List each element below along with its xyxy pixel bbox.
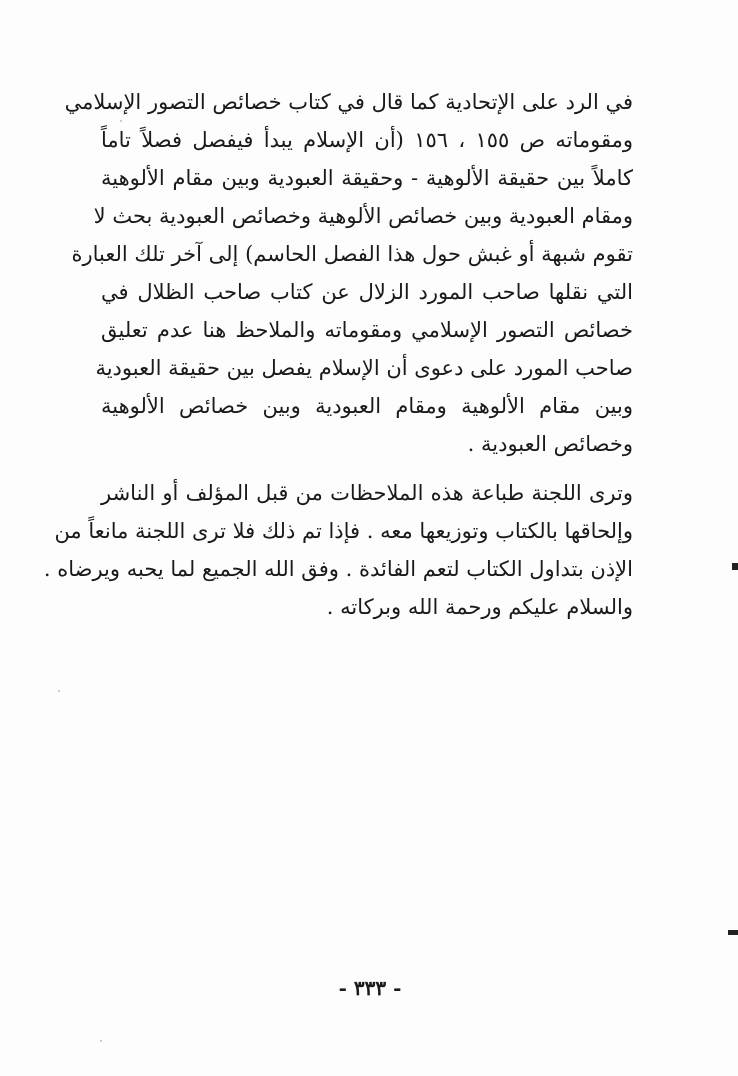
paragraph-line: وبين مقام الألوهية ومقام العبودية وبين خصائص الألوهية	[101, 394, 633, 418]
scan-speck	[100, 1040, 102, 1042]
scan-speck	[58, 690, 60, 692]
paragraph-line: وإلحاقها بالكتاب وتوزيعها معه . فإذا تم ذلك فلا ترى اللجنة مانعاً من	[54, 519, 633, 543]
paragraph-line: خصائص التصور الإسلامي ومقوماته والملاحظ هنا عدم تعليق	[101, 318, 633, 342]
paragraph-line: وترى اللجنة طباعة هذه الملاحظات من قبل المؤلف أو الناشر	[101, 481, 633, 505]
paragraph-line: في الرد على الإتحادية كما قال في كتاب خصائص التصور الإسلامي	[64, 90, 633, 114]
scan-edge-mark	[732, 563, 738, 570]
page-number: - ٣٣٣ -	[338, 976, 402, 1000]
scan-edge-mark	[728, 930, 738, 935]
paragraph-line: وخصائص العبودية .	[467, 432, 633, 456]
paragraph-line: التي نقلها صاحب المورد الزلال عن كتاب صاحب الظلال في	[101, 280, 633, 304]
paragraph-line: الإذن بتداول الكتاب لتعم الفائدة . وفق الله الجميع لما يحبه ويرضاه .	[43, 557, 633, 581]
paragraph-line: ومقام العبودية وبين خصائص الألوهية وخصائص العبودية بحث لا	[93, 204, 633, 228]
paragraph-line: ومقوماته ص ١٥٥ ، ١٥٦ (أن الإسلام يبدأ فيفصل فصلاً تاماً	[101, 128, 634, 152]
paragraph-line: تقوم شبهة أو غبش حول هذا الفصل الحاسم) إلى آخر تلك العبارة	[71, 242, 633, 266]
paragraph-line: والسلام عليكم ورحمة الله وبركاته .	[326, 595, 633, 619]
scan-speck	[120, 120, 122, 122]
paragraph-line: صاحب المورد على دعوى أن الإسلام يفصل بين حقيقة العبودية	[95, 356, 633, 380]
paragraph-1	[64, 83, 634, 463]
paragraph-2	[43, 474, 633, 626]
paragraph-line: كاملاً بين حقيقة الألوهية - وحقيقة العبودية وبين مقام الألوهية	[101, 166, 633, 190]
